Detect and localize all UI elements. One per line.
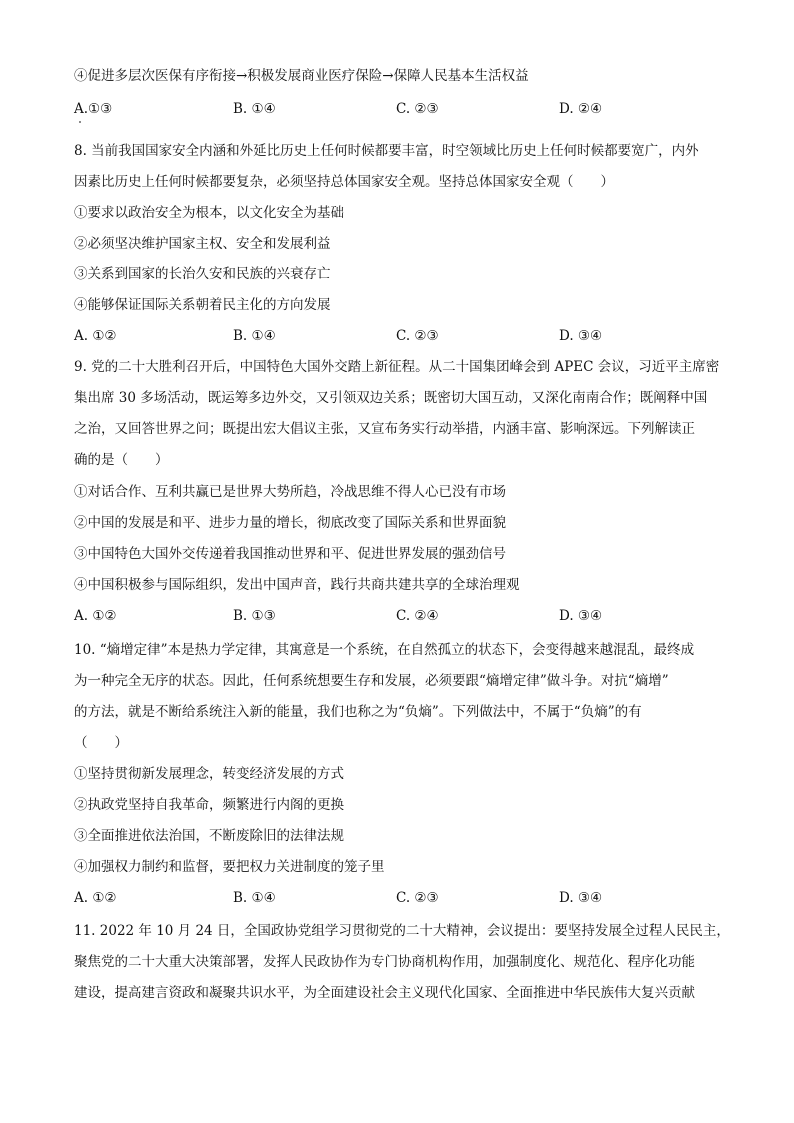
q10-option-d[interactable]: D. ③④ bbox=[559, 890, 603, 906]
q8-item-4: ④能够保证国际关系朝着民主化的方向发展 bbox=[74, 297, 331, 313]
q10-options bbox=[74, 889, 734, 907]
q9-stem-line-4: 确的是（ ） bbox=[74, 452, 169, 468]
q8-stem-line-1: 8. 当前我国国家安全内涵和外延比历史上任何时候都要丰富，时空领域比历史上任何时候都要宽广，内外 bbox=[74, 143, 699, 159]
q10-item-2: ②执政党坚持自我革命，频繁进行内阁的更换 bbox=[74, 797, 344, 813]
stray-mark bbox=[79, 121, 81, 123]
q10-option-b[interactable]: B. ①④ bbox=[233, 890, 276, 906]
q9-stem-line-2: 集出席 30 多场活动，既运筹多边外交，又引领双边关系；既密切大国互动，又深化南南合作；既阐释中国 bbox=[74, 390, 708, 406]
q10-stem-line-1: 10. “熵增定律”本是热力学定律，其寓意是一个系统，在自然孤立的状态下，会变得越来越混乱，最终成 bbox=[74, 642, 695, 658]
q9-stem-line-3: 之治，又回答世界之问；既提出宏大倡议主张，又宣布务实行动举措，内涵丰富、影响深远。下列解读正 bbox=[74, 421, 695, 437]
q7-option-a[interactable]: A.①③ bbox=[74, 101, 113, 117]
q10-option-a[interactable]: A. ①② bbox=[74, 890, 117, 906]
q10-item-1: ①坚持贯彻新发展理念，转变经济发展的方式 bbox=[74, 766, 344, 782]
q7-option-b[interactable]: B. ①④ bbox=[233, 101, 276, 117]
q8-option-d[interactable]: D. ③④ bbox=[559, 328, 603, 344]
q7-item-4: ④促进多层次医保有序衔接→积极发展商业医疗保险→保障人民基本生活权益 bbox=[74, 68, 529, 84]
q7-options bbox=[74, 100, 734, 118]
q9-item-2: ②中国的发展是和平、进步力量的增长，彻底改变了国际关系和世界面貌 bbox=[74, 515, 506, 531]
q11-stem-line-3: 建设，提高建言资政和凝聚共识水平，为全面建设社会主义现代化国家、全面推进中华民族伟大复兴贡献 bbox=[74, 985, 695, 1001]
q8-option-c[interactable]: C. ②③ bbox=[396, 328, 439, 344]
q8-stem-line-2: 因素比历史上任何时候都要复杂，必须坚持总体国家安全观。坚持总体国家安全观（ ） bbox=[74, 174, 614, 190]
q8-item-3: ③关系到国家的长治久安和民族的兴衰存亡 bbox=[74, 266, 331, 282]
q10-item-4: ④加强权力制约和监督，要把权力关进制度的笼子里 bbox=[74, 859, 385, 875]
q7-option-c[interactable]: C. ②③ bbox=[396, 101, 439, 117]
q11-stem-line-2: 聚焦党的二十大重大决策部署，发挥人民政协作为专门协商机构作用，加强制度化、规范化、程序化功能 bbox=[74, 954, 695, 970]
q8-option-a[interactable]: A. ①② bbox=[74, 328, 117, 344]
q9-stem-line-1: 9. 党的二十大胜利召开后，中国特色大国外交踏上新征程。从二十国集团峰会到 APEC 会议，习近平主席密 bbox=[74, 359, 720, 375]
q9-item-3: ③中国特色大国外交传递着我国推动世界和平、促进世界发展的强劲信号 bbox=[74, 546, 506, 562]
q11-stem-line-1: 11. 2022 年 10 月 24 日，全国政协党组学习贯彻党的二十大精神，会议提出：要坚持发展全过程人民民主， bbox=[74, 923, 730, 939]
q9-option-d[interactable]: D. ③④ bbox=[559, 608, 603, 624]
q8-item-2: ②必须坚决维护国家主权、安全和发展利益 bbox=[74, 236, 331, 252]
q9-option-a[interactable]: A. ①② bbox=[74, 608, 117, 624]
q9-options bbox=[74, 607, 734, 625]
q8-options bbox=[74, 327, 734, 345]
q10-stem-line-2: 为一种完全无序的状态。因此，任何系统想要生存和发展，必须要跟“熵增定律”做斗争。对抗“熵增” bbox=[74, 673, 669, 689]
q8-option-b[interactable]: B. ①④ bbox=[233, 328, 276, 344]
q7-option-d[interactable]: D. ②④ bbox=[559, 101, 603, 117]
q9-option-b[interactable]: B. ①③ bbox=[233, 608, 276, 624]
q9-item-1: ①对话合作、互利共赢已是世界大势所趋，冷战思维不得人心已没有市场 bbox=[74, 484, 506, 500]
q9-item-4: ④中国积极参与国际组织，发出中国声音，践行共商共建共享的全球治理观 bbox=[74, 577, 520, 593]
q10-stem-line-4: （ ） bbox=[74, 735, 128, 751]
q10-option-c[interactable]: C. ②③ bbox=[396, 890, 439, 906]
q8-item-1: ①要求以政治安全为根本，以文化安全为基础 bbox=[74, 205, 344, 221]
q10-item-3: ③全面推进依法治国，不断废除旧的法律法规 bbox=[74, 828, 344, 844]
q10-stem-line-3: 的方法，就是不断给系统注入新的能量，我们也称之为“负熵”。下列做法中，不属于“负熵”的有 bbox=[74, 704, 642, 720]
q9-option-c[interactable]: C. ②④ bbox=[396, 608, 439, 624]
